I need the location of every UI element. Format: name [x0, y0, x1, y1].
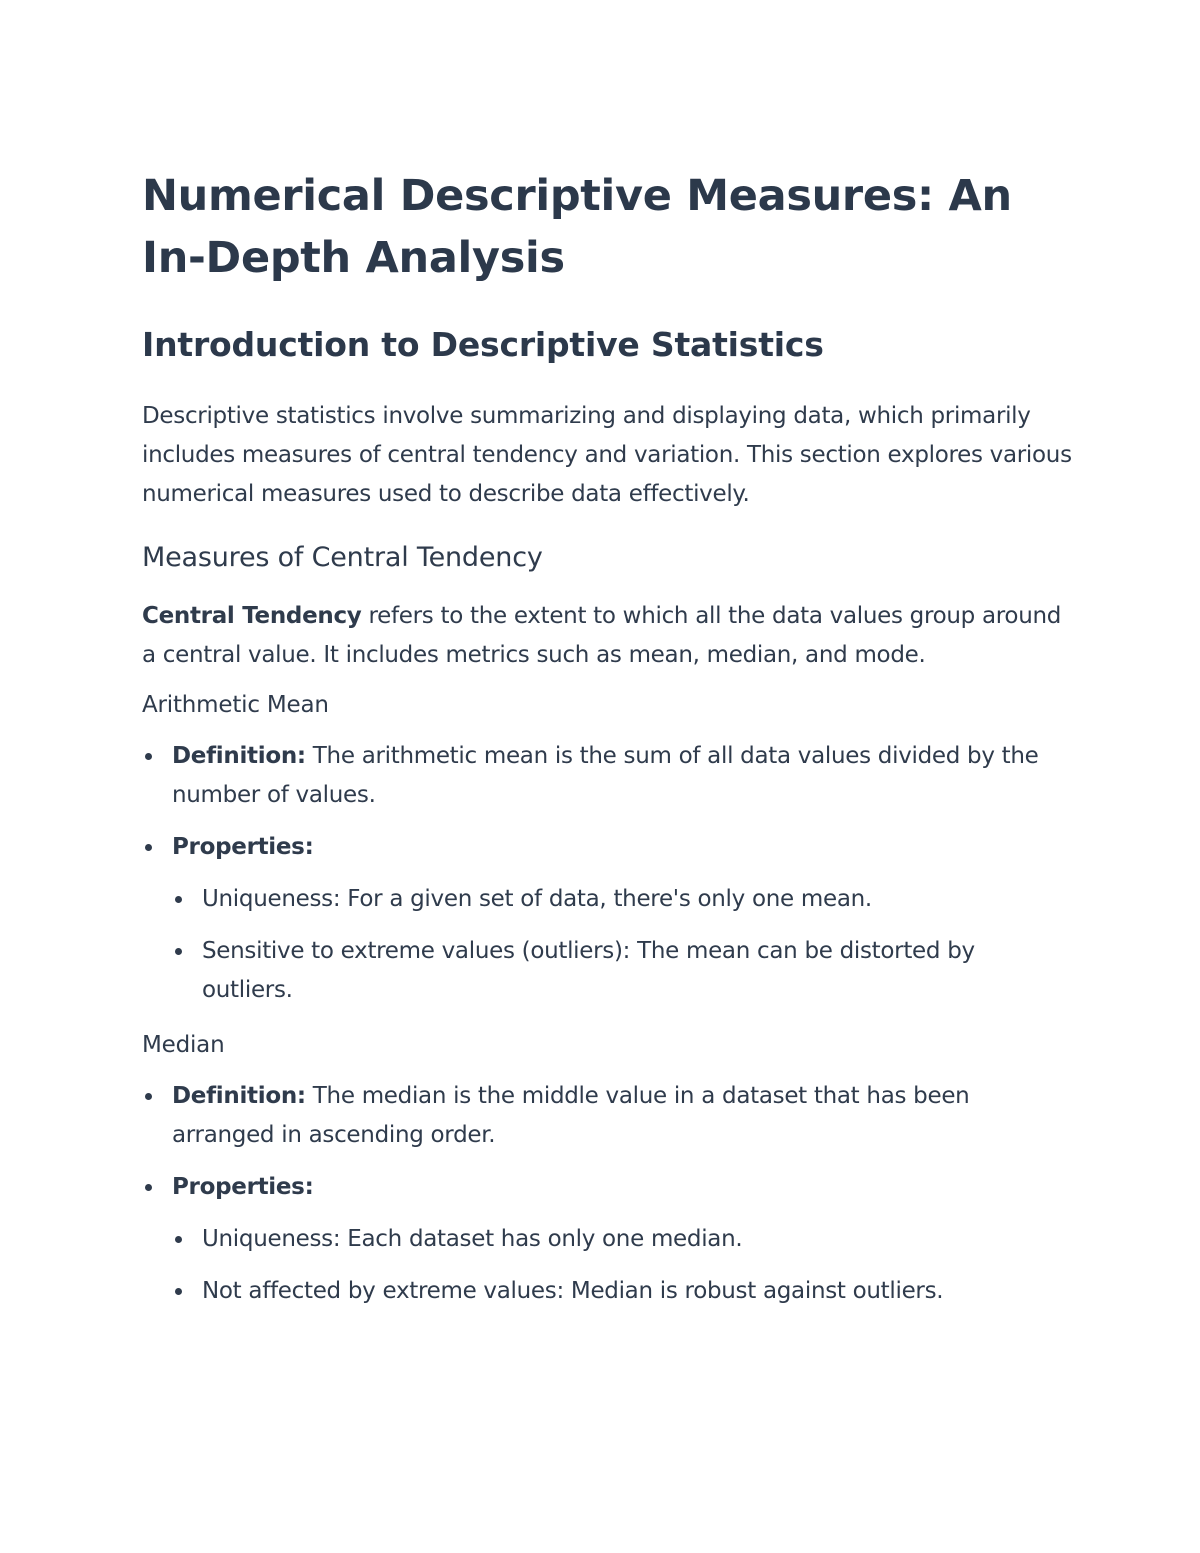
mean-properties-list: [172, 880, 1072, 1010]
property-text: Uniqueness: Each dataset has only one median.: [202, 1226, 743, 1252]
list-item-mean-definition: [142, 737, 1072, 815]
list-item-median-definition: [142, 1077, 1072, 1155]
list-item: [172, 1220, 1072, 1259]
bullet-icon: [175, 1288, 182, 1295]
properties-label: Properties:: [172, 1174, 314, 1200]
intro-paragraph: Descriptive statistics involve summarizing and displaying data, which primarily includes measures of central tendency and variation. This section explores various numerical measures used to describe data effectively.: [142, 403, 1072, 507]
intro-heading: Introduction to Descriptive Statistics: [142, 325, 824, 364]
central-tendency-term: Central Tendency: [142, 603, 362, 629]
bullet-icon: [175, 896, 182, 903]
list-item-mean-properties: [142, 828, 1072, 1010]
property-text: Sensitive to extreme values (outliers): The mean can be distorted by outliers.: [202, 938, 975, 1003]
bullet-icon: [145, 1093, 152, 1100]
median-list: [142, 1077, 1072, 1311]
central-tendency-heading: Measures of Central Tendency: [142, 542, 543, 573]
central-tendency-text: refers to the extent to which all the data values group around a central value. It includes metrics such as mean, median, and mode.: [142, 603, 1062, 668]
bullet-icon: [175, 1236, 182, 1243]
document-title: Numerical Descriptive Measures: An In-Depth Analysis: [142, 171, 1012, 283]
bullet-icon: [145, 753, 152, 760]
list-item: [172, 932, 1072, 1010]
median-heading: Median: [142, 1032, 225, 1058]
definition-label: Definition:: [172, 1083, 306, 1109]
central-tendency-paragraph: [142, 597, 1072, 675]
definition-label: Definition:: [172, 743, 306, 769]
definition-text: The arithmetic mean is the sum of all data values divided by the number of values.: [172, 743, 1039, 808]
properties-label: Properties:: [172, 834, 314, 860]
definition-text: The median is the middle value in a dataset that has been arranged in ascending order.: [172, 1083, 970, 1148]
property-text: Uniqueness: For a given set of data, there's only one mean.: [202, 886, 872, 912]
arithmetic-mean-heading: Arithmetic Mean: [142, 692, 329, 718]
bullet-icon: [145, 844, 152, 851]
list-item-median-properties: [142, 1168, 1072, 1311]
bullet-icon: [145, 1184, 152, 1191]
bullet-icon: [175, 948, 182, 955]
property-text: Not affected by extreme values: Median is robust against outliers.: [202, 1278, 944, 1304]
document-page: [142, 165, 1072, 1311]
list-item: [172, 880, 1072, 919]
median-properties-list: [172, 1220, 1072, 1311]
list-item: [172, 1272, 1072, 1311]
arithmetic-mean-list: [142, 737, 1072, 1010]
